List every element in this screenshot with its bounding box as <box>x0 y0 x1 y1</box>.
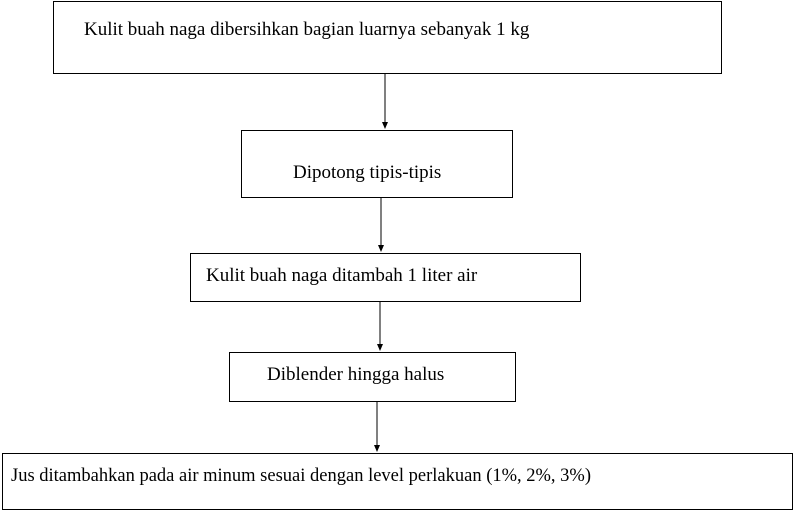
flowchart-step-5 <box>2 453 793 510</box>
flowchart-step-3 <box>190 253 581 302</box>
step-5-label: Jus ditambahkan pada air minum sesuai dengan level perlakuan (1%, 2%, 3%) <box>11 466 592 486</box>
step-2-label: Dipotong tipis-tipis <box>293 162 442 183</box>
arrow-4-to-5 <box>374 402 380 452</box>
flowchart-step-4 <box>229 352 516 402</box>
arrow-2-to-3 <box>378 198 384 252</box>
flowchart-step-1 <box>53 1 722 74</box>
arrow-3-to-4 <box>377 302 383 351</box>
flowchart-step-2 <box>241 130 513 198</box>
step-1-label: Kulit buah naga dibersihkan bagian luarnya sebanyak 1 kg <box>84 19 530 40</box>
step-3-label: Kulit buah naga ditambah 1 liter air <box>206 265 478 286</box>
arrow-1-to-2 <box>382 74 388 129</box>
step-4-label: Diblender hingga halus <box>267 364 445 385</box>
